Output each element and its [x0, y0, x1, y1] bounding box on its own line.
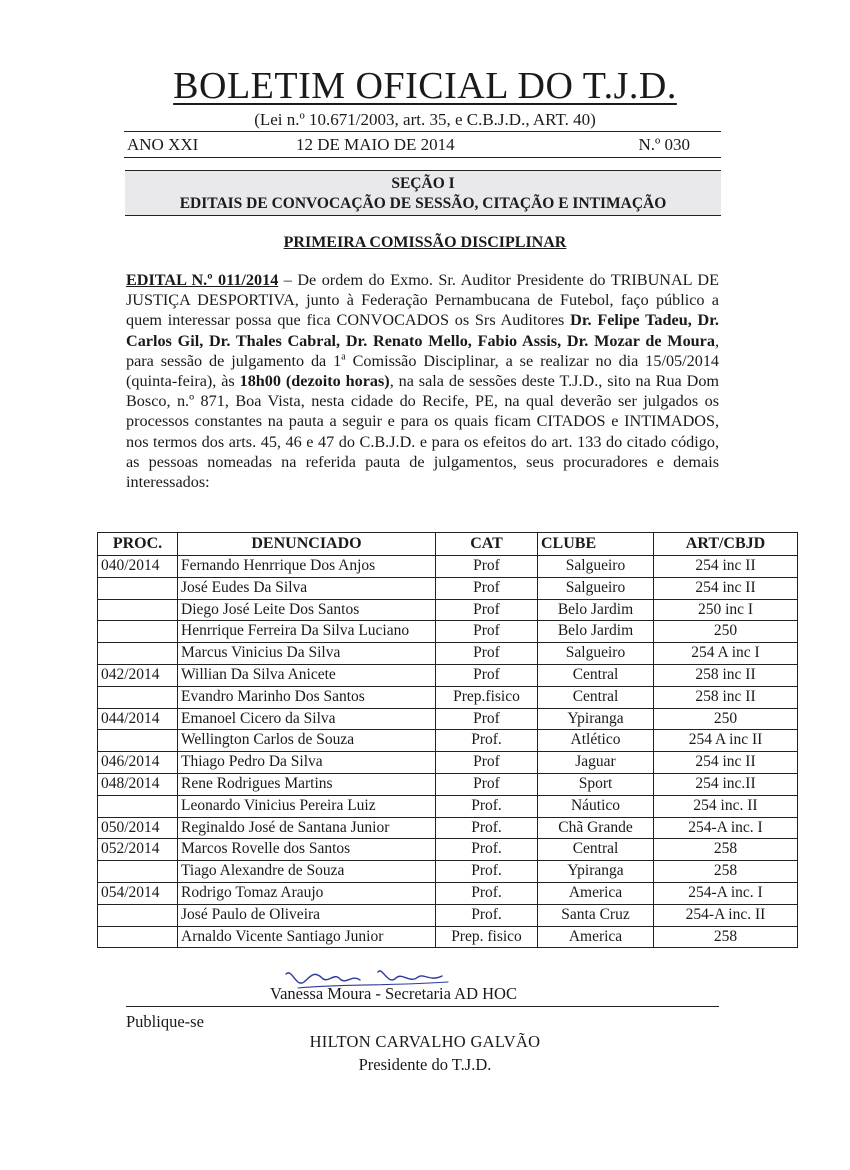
cat-cell: Prof [436, 577, 538, 599]
table-row [98, 577, 798, 599]
art-cell: 254-A inc. II [654, 904, 798, 926]
cat-cell: Prof [436, 643, 538, 665]
denunciado-cell: Tiago Alexandre de Souza [178, 861, 436, 883]
denunciado-cell: Evandro Marinho Dos Santos [178, 686, 436, 708]
proc-cell: 050/2014 [98, 817, 178, 839]
table-row [98, 882, 798, 904]
president-role: Presidente do T.J.D. [358, 1055, 492, 1074]
art-cell: 254 inc II [654, 577, 798, 599]
denunciado-cell: Thiago Pedro Da Silva [178, 752, 436, 774]
president-name: HILTON CARVALHO GALVÃO [309, 1032, 541, 1051]
issue-year: ANO XXI [127, 135, 199, 154]
denunciado-cell: Leonardo Vinicius Pereira Luiz [178, 795, 436, 817]
issue-info-row [127, 135, 690, 157]
proc-cell: 048/2014 [98, 773, 178, 795]
clube-cell: Ypiranga [538, 861, 654, 883]
denunciado-cell: Marcus Vinicius Da Silva [178, 643, 436, 665]
proc-cell [98, 621, 178, 643]
clube-cell: Salgueiro [538, 577, 654, 599]
proc-cell [98, 599, 178, 621]
art-cell: 254 A inc I [654, 643, 798, 665]
edital-text-3: Comissão Disciplinar, a se realizar no dia 15/05/2014 (quinta-feira), às [126, 351, 720, 391]
art-cell: 254 inc. II [654, 795, 798, 817]
art-cell: 254 inc II [654, 556, 798, 578]
art-cell: 254 A inc II [654, 730, 798, 752]
clube-cell: Ypiranga [538, 708, 654, 730]
edital-auditors: Dr. Felipe Tadeu, Dr. Carlos Gil, Dr. Thales Cabral, Dr. Renato Mello, Fabio Assis, Dr. Mozar de Moura [126, 311, 719, 350]
clube-cell: Central [538, 686, 654, 708]
cat-cell: Prof [436, 664, 538, 686]
cat-cell: Prof [436, 752, 538, 774]
cat-cell: Prof [436, 599, 538, 621]
table-row [98, 817, 798, 839]
issue-number: N.º 030 [638, 135, 690, 154]
art-cell: 258 inc II [654, 686, 798, 708]
art-cell: 250 [654, 708, 798, 730]
table-row [98, 926, 798, 948]
art-cell: 250 [654, 621, 798, 643]
proc-cell: 052/2014 [98, 839, 178, 861]
clube-cell: Salgueiro [538, 643, 654, 665]
publique-se-label: Publique-se [126, 1012, 204, 1031]
table-row [98, 621, 798, 643]
denunciado-cell: José Paulo de Oliveira [178, 904, 436, 926]
table-row [98, 556, 798, 578]
denunciado-cell: Reginaldo José de Santana Junior [178, 817, 436, 839]
art-cell: 254-A inc. I [654, 882, 798, 904]
section-number: SEÇÃO I [391, 175, 455, 192]
proc-cell [98, 795, 178, 817]
section-title: EDITAIS DE CONVOCAÇÃO DE SESSÃO, CITAÇÃO E INTIMAÇÃO [179, 195, 667, 212]
denunciado-cell: Marcos Rovelle dos Santos [178, 839, 436, 861]
proc-cell [98, 861, 178, 883]
clube-cell: America [538, 882, 654, 904]
denunciado-cell: Arnaldo Vicente Santiago Junior [178, 926, 436, 948]
art-cell: 258 [654, 839, 798, 861]
table-row [98, 752, 798, 774]
table-row [98, 730, 798, 752]
proc-cell [98, 730, 178, 752]
proc-cell: 046/2014 [98, 752, 178, 774]
cat-cell: Prof [436, 621, 538, 643]
denunciado-cell: Rene Rodrigues Martins [178, 773, 436, 795]
denunciado-cell: José Eudes Da Silva [178, 577, 436, 599]
table-row [98, 839, 798, 861]
issue-date: 12 DE MAIO DE 2014 [296, 135, 455, 154]
judgment-schedule-table [97, 532, 798, 948]
proc-cell: 054/2014 [98, 882, 178, 904]
clube-cell: Belo Jardim [538, 599, 654, 621]
commission-title: PRIMEIRA COMISSÃO DISCIPLINAR [283, 234, 567, 251]
clube-cell: Jaguar [538, 752, 654, 774]
legal-reference: (Lei n.º 10.671/2003, art. 35, e C.B.J.D., ART. 40) [254, 110, 596, 129]
clube-cell: Salgueiro [538, 556, 654, 578]
edital-time: 18h00 (dezoito horas) [239, 372, 390, 391]
proc-cell [98, 643, 178, 665]
proc-cell: 042/2014 [98, 664, 178, 686]
art-cell: 254-A inc. I [654, 817, 798, 839]
col-header-proc: PROC. [98, 533, 178, 556]
art-cell: 258 inc II [654, 664, 798, 686]
clube-cell: Central [538, 664, 654, 686]
clube-cell: Náutico [538, 795, 654, 817]
denunciado-cell: Willian Da Silva Anicete [178, 664, 436, 686]
section-banner [125, 170, 721, 216]
edital-label: EDITAL N.º 011/2014 [126, 271, 279, 289]
edital-text-1: – De ordem do Exmo. Sr. Auditor Presidente do TRIBUNAL DE JUSTIÇA DESPORTIVA, junto à Federação Pernambucana de Futebol, faço público a quem interessar possa que fica CONVOCADOS os Srs Auditores [126, 271, 719, 330]
denunciado-cell: Emanoel Cicero da Silva [178, 708, 436, 730]
edital-text-2: , para sessão de julgamento da 1 [126, 331, 719, 370]
denunciado-cell: Henrrique Ferreira Da Silva Luciano [178, 621, 436, 643]
cat-cell: Prof. [436, 861, 538, 883]
denunciado-cell: Wellington Carlos de Souza [178, 730, 436, 752]
col-header-clube: CLUBE [538, 533, 654, 556]
signature-rule [126, 1006, 719, 1007]
clube-cell: America [538, 926, 654, 948]
table-row [98, 599, 798, 621]
header-bottom-rule [124, 157, 721, 158]
proc-cell [98, 926, 178, 948]
cat-cell: Prof [436, 773, 538, 795]
proc-cell: 040/2014 [98, 556, 178, 578]
denunciado-cell: Fernando Henrrique Dos Anjos [178, 556, 436, 578]
clube-cell: Atlético [538, 730, 654, 752]
proc-cell [98, 577, 178, 599]
cat-cell: Prof. [436, 795, 538, 817]
art-cell: 254 inc II [654, 752, 798, 774]
edital-text-4: , na sala de sessões deste T.J.D., sito na Rua Dom Bosco, n.º 871, Boa Vista, nesta cidade do Recife, PE, na qual deverão ser julgados os processos constantes na pauta a seguir e para os quais ficam CITADOS e INTIMADOS, nos termos dos arts. 45, 46 e 47 do C.B.J.D. e para os efeitos do art. 133 do citado código, as pessoas nomeadas na referida pauta de julgamentos, seus procuradores e demais interessados: [126, 372, 720, 492]
denunciado-cell: Rodrigo Tomaz Araujo [178, 882, 436, 904]
table-row [98, 773, 798, 795]
cat-cell: Prep.fisico [436, 686, 538, 708]
table-row [98, 643, 798, 665]
cat-cell: Prof. [436, 904, 538, 926]
col-header-art: ART/CBJD [654, 533, 798, 556]
table-row [98, 795, 798, 817]
edital-ordinal: a [341, 351, 346, 363]
proc-cell [98, 904, 178, 926]
cat-cell: Prof. [436, 882, 538, 904]
clube-cell: Belo Jardim [538, 621, 654, 643]
clube-cell: Sport [538, 773, 654, 795]
denunciado-cell: Diego José Leite Dos Santos [178, 599, 436, 621]
edital-paragraph [126, 270, 719, 492]
table-row [98, 861, 798, 883]
header-top-rule [124, 131, 721, 132]
proc-cell [98, 686, 178, 708]
table-row [98, 664, 798, 686]
clube-cell: Chã Grande [538, 817, 654, 839]
clube-cell: Central [538, 839, 654, 861]
table-row [98, 686, 798, 708]
art-cell: 258 [654, 861, 798, 883]
table-row [98, 708, 798, 730]
cat-cell: Prof [436, 556, 538, 578]
bulletin-title: BOLETIM OFICIAL DO T.J.D. [173, 65, 677, 107]
cat-cell: Prof [436, 708, 538, 730]
table-row [98, 904, 798, 926]
col-header-denunciado: DENUNCIADO [178, 533, 436, 556]
art-cell: 250 inc I [654, 599, 798, 621]
cat-cell: Prof. [436, 839, 538, 861]
cat-cell: Prep. fisico [436, 926, 538, 948]
col-header-cat: CAT [436, 533, 538, 556]
proc-cell: 044/2014 [98, 708, 178, 730]
secretary-name: Vanessa Moura - Secretaria AD HOC [270, 984, 517, 1003]
table-header-row [98, 533, 798, 556]
table-body [98, 556, 798, 948]
clube-cell: Santa Cruz [538, 904, 654, 926]
cat-cell: Prof. [436, 730, 538, 752]
cat-cell: Prof. [436, 817, 538, 839]
art-cell: 254 inc.II [654, 773, 798, 795]
art-cell: 258 [654, 926, 798, 948]
